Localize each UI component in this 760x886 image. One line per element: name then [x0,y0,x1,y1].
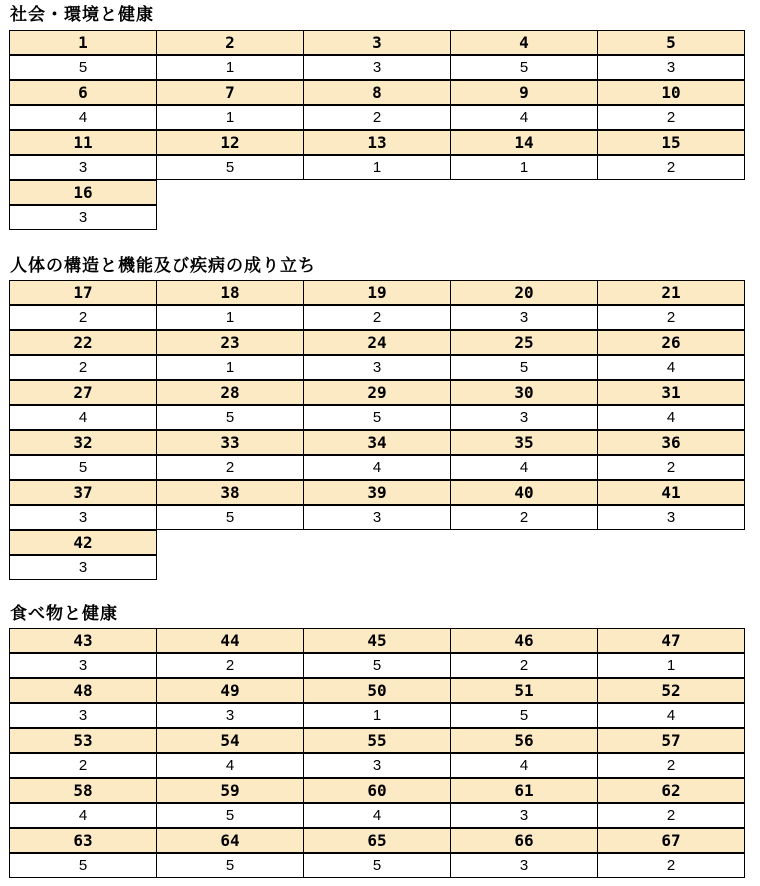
question-number: 6 [9,80,157,105]
question-number: 31 [597,380,745,405]
answer-value: 4 [597,355,745,380]
question-number: 32 [9,430,157,455]
question-number: 57 [597,728,745,753]
question-number: 46 [450,628,598,653]
question-number: 10 [597,80,745,105]
answer-value: 5 [156,155,304,180]
question-row [9,629,749,654]
answer-value: 5 [9,455,157,480]
question-number: 45 [303,628,451,653]
answer-value: 3 [303,505,451,530]
question-number: 26 [597,330,745,355]
question-number: 59 [156,778,304,803]
question-number: 22 [9,330,157,355]
question-number: 17 [9,280,157,305]
answer-value: 3 [9,555,157,580]
answer-value: 5 [9,55,157,80]
answer-value: 5 [303,853,451,878]
section-title: 食べ物と健康 [10,604,118,624]
question-row [9,679,749,704]
question-number: 54 [156,728,304,753]
question-number: 3 [303,30,451,55]
question-number: 34 [303,430,451,455]
question-number: 41 [597,480,745,505]
answer-row [9,106,749,131]
answer-value: 3 [9,155,157,180]
answer-value: 3 [9,505,157,530]
question-number: 25 [450,330,598,355]
question-number: 67 [597,828,745,853]
answer-row [9,306,749,331]
answer-grid [9,629,749,879]
question-number: 64 [156,828,304,853]
answer-row [9,804,749,829]
question-number: 2 [156,30,304,55]
question-row [9,331,749,356]
answer-value: 4 [450,753,598,778]
answer-value: 2 [9,355,157,380]
answer-row [9,704,749,729]
answer-value: 5 [156,853,304,878]
answer-value: 4 [597,405,745,430]
question-number: 20 [450,280,598,305]
question-row [9,131,749,156]
answer-value: 4 [9,803,157,828]
answer-value: 2 [450,653,598,678]
question-number: 8 [303,80,451,105]
answer-value: 5 [9,853,157,878]
question-row [9,729,749,754]
question-number: 33 [156,430,304,455]
question-row [9,31,749,56]
answer-value: 3 [450,803,598,828]
question-number: 48 [9,678,157,703]
answer-value: 1 [450,155,598,180]
question-number: 11 [9,130,157,155]
question-number: 28 [156,380,304,405]
answer-value: 2 [303,305,451,330]
answer-value: 3 [303,753,451,778]
answer-value: 1 [156,305,304,330]
answer-row [9,654,749,679]
question-number: 19 [303,280,451,305]
answer-value: 2 [597,853,745,878]
answer-value: 3 [9,653,157,678]
answer-value: 3 [597,55,745,80]
section-title: 社会・環境と健康 [10,5,154,25]
answer-value: 5 [450,703,598,728]
answer-value: 1 [156,105,304,130]
answer-value: 3 [9,703,157,728]
answer-value: 4 [303,455,451,480]
answer-value: 2 [9,305,157,330]
answer-value: 1 [303,703,451,728]
question-number: 27 [9,380,157,405]
answer-value: 3 [303,355,451,380]
question-number: 9 [450,80,598,105]
question-row [9,381,749,406]
question-row [9,531,749,556]
answer-row [9,156,749,181]
answer-value: 2 [597,803,745,828]
answer-value: 3 [450,853,598,878]
answer-value: 4 [9,105,157,130]
answer-value: 1 [597,653,745,678]
question-number: 21 [597,280,745,305]
question-number: 47 [597,628,745,653]
question-number: 38 [156,480,304,505]
answer-value: 5 [156,405,304,430]
question-number: 37 [9,480,157,505]
answer-value: 2 [597,455,745,480]
answer-value: 4 [450,105,598,130]
question-number: 62 [597,778,745,803]
answer-row [9,556,749,581]
answer-value: 4 [597,703,745,728]
question-row [9,481,749,506]
answer-value: 2 [597,305,745,330]
question-number: 40 [450,480,598,505]
answer-value: 2 [9,753,157,778]
answer-row [9,206,749,231]
question-number: 30 [450,380,598,405]
question-row [9,779,749,804]
answer-value: 5 [156,803,304,828]
question-number: 42 [9,530,157,555]
question-number: 44 [156,628,304,653]
answer-row [9,406,749,431]
question-number: 63 [9,828,157,853]
question-number: 15 [597,130,745,155]
answer-value: 5 [450,355,598,380]
question-number: 51 [450,678,598,703]
question-number: 39 [303,480,451,505]
question-number: 58 [9,778,157,803]
answer-value: 5 [303,405,451,430]
answer-row [9,854,749,879]
answer-grid [9,31,749,231]
question-number: 50 [303,678,451,703]
question-number: 65 [303,828,451,853]
question-number: 5 [597,30,745,55]
answer-value: 5 [303,653,451,678]
answer-value: 2 [303,105,451,130]
answer-value: 3 [9,205,157,230]
question-number: 7 [156,80,304,105]
question-number: 55 [303,728,451,753]
answer-value: 4 [303,803,451,828]
answer-value: 2 [597,155,745,180]
question-row [9,181,749,206]
answer-value: 5 [450,55,598,80]
answer-value: 4 [156,753,304,778]
answer-value: 2 [156,455,304,480]
answer-row [9,356,749,381]
answer-value: 1 [303,155,451,180]
question-number: 29 [303,380,451,405]
question-number: 52 [597,678,745,703]
answer-row [9,754,749,779]
answer-row [9,56,749,81]
answer-value: 2 [597,105,745,130]
answer-row [9,506,749,531]
question-number: 43 [9,628,157,653]
section-title: 人体の構造と機能及び疾病の成り立ち [10,256,316,276]
question-number: 66 [450,828,598,853]
question-number: 36 [597,430,745,455]
question-number: 13 [303,130,451,155]
question-number: 53 [9,728,157,753]
answer-value: 4 [450,455,598,480]
question-number: 60 [303,778,451,803]
question-number: 12 [156,130,304,155]
question-number: 61 [450,778,598,803]
answer-row [9,456,749,481]
answer-value: 3 [156,703,304,728]
answer-value: 4 [9,405,157,430]
question-number: 49 [156,678,304,703]
answer-value: 3 [597,505,745,530]
question-row [9,281,749,306]
answer-value: 3 [303,55,451,80]
answer-value: 1 [156,355,304,380]
answer-value: 2 [156,653,304,678]
answer-value: 2 [597,753,745,778]
answer-value: 3 [450,405,598,430]
answer-value: 3 [450,305,598,330]
question-number: 24 [303,330,451,355]
question-number: 56 [450,728,598,753]
question-number: 35 [450,430,598,455]
answer-value: 1 [156,55,304,80]
question-number: 16 [9,180,157,205]
question-row [9,431,749,456]
question-number: 14 [450,130,598,155]
question-number: 18 [156,280,304,305]
question-number: 4 [450,30,598,55]
answer-value: 2 [450,505,598,530]
question-number: 23 [156,330,304,355]
question-number: 1 [9,30,157,55]
question-row [9,81,749,106]
question-row [9,829,749,854]
answer-grid [9,281,749,581]
answer-value: 5 [156,505,304,530]
